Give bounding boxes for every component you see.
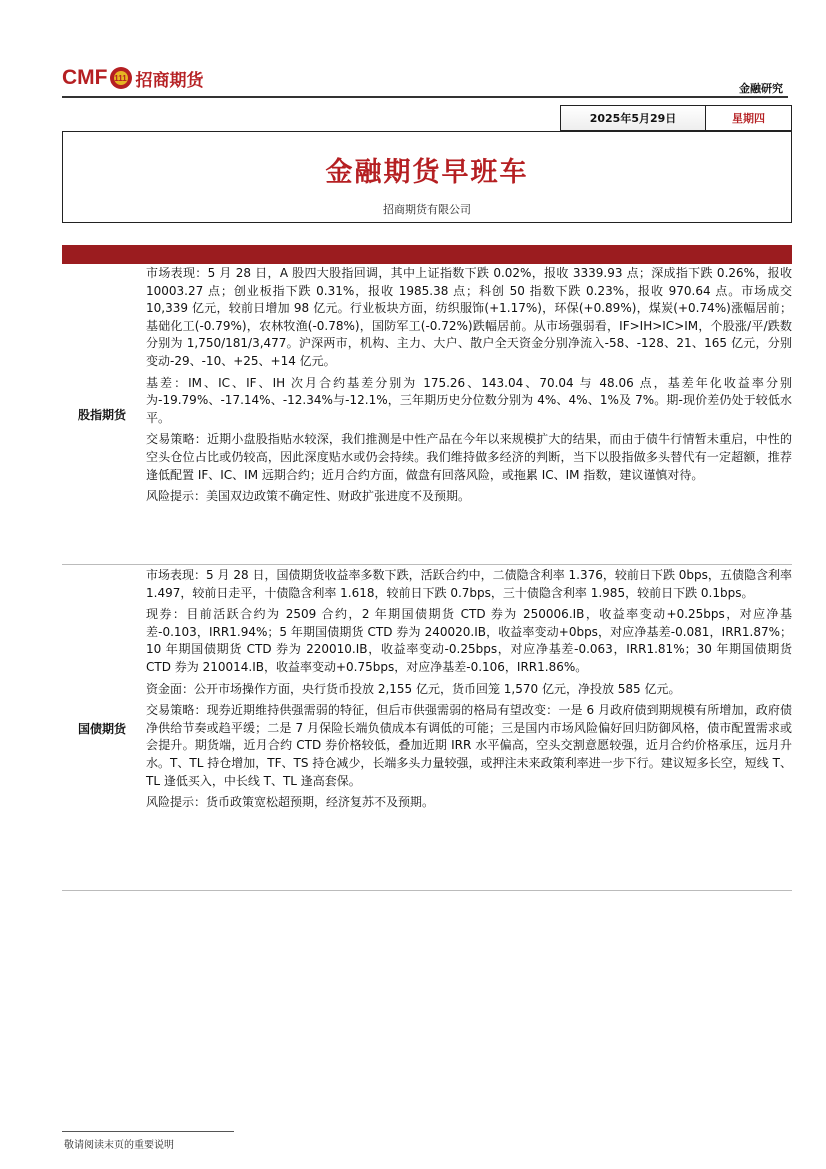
trading-strategy-paragraph: 交易策略：现券近期维持供强需弱的特征，但后市供强需弱的格局有望改变：一是 6 月政府债到期规模有所增加，政府债净供给节奏或趋平缓；二是 7 月保险长端负债成本有调低的可能；三是国内市场风险偏好回归防御风格，债市配置需求或会提升。期货端，近月合约 CTD 券价格较低，叠加近期 IRR 水平偏高，空头交割意愿较强，近月合约价格承压，远月升水。T、TL 持仓增加，TF、TS 持仓减少，长端多头力量较强，或押注未来政策利率进一步下行。建议短多长空，短线 T、TL 逢低买入，中长线 T、TL 逢高套保。	[146, 703, 792, 788]
section-header-band	[62, 245, 792, 264]
section-stock-index-futures	[62, 265, 792, 565]
logo-cmf-text: CMF	[62, 66, 108, 89]
disclaimer-note: 敬请阅读末页的重要说明	[64, 1140, 174, 1151]
header-divider	[62, 96, 788, 98]
report-weekday: 星期四	[732, 112, 765, 125]
section-body	[146, 567, 792, 816]
logo-cn-text: 招商期货	[135, 70, 204, 91]
liquidity-paragraph: 资金面：公开市场操作方面，央行货币投放 2,155 亿元，货币回笼 1,570 亿元，净投放 585 亿元。	[146, 681, 681, 696]
risk-warning-paragraph: 风险提示：货币政策宽松超预期，经济复苏不及预期。	[146, 795, 435, 810]
market-performance-paragraph: 市场表现：5 月 28 日，A 股四大股指回调，其中上证指数下跌 0.02%，报收 3339.93 点；深成指下跌 0.26%，报收 10003.27 点；创业板指下跌 0.31%，报收 1985.38 点；科创 50 指数下跌 0.23%，报收 970.64 点。市场成交 10,339 亿元，较前日增加 98 亿元。行业板块方面，纺织服饰(+1.17%)，环保(+0.89%)，煤炭(+0.74%)涨幅居前；基础化工(-0.79%)，农林牧渔(-0.78%)，国防军工(-0.72%)跌幅居前。从市场强弱看，IF>IH>IC>IM，个股涨/平/跌数分别为 1,750/181/3,477。沪深两市，机构、主力、大户、散户全天资金分别净流入-58、-128、21、165 亿元，分别变动-29、-10、+25、+14 亿元。	[146, 266, 792, 368]
department-label: 金融研究	[739, 82, 783, 95]
company-name: 招商期货有限公司	[383, 203, 471, 216]
risk-warning-paragraph: 风险提示：美国双边政策不确定性、财政扩张进度不及预期。	[146, 489, 471, 504]
section-treasury-futures	[62, 567, 792, 891]
company-logo	[62, 66, 204, 90]
trading-strategy-paragraph: 交易策略：近期小盘股指贴水较深，我们推测是中性产品在今年以来规模扩大的结果，而由于债牛行情暂未重启，中性的空头仓位占比或仍较高，因此深度贴水或仍会持续。我们维持做多经济的判断，当下以股指做多头替代有一定超额，推荐逢低配置 IF、IC、IM 远期合约；近月合约方面，做盘有回落风险，或拖累 IC、IM 指数，建议谨慎对待。	[146, 432, 792, 482]
report-title: 金融期货早班车	[325, 157, 529, 188]
footer-divider	[62, 1131, 234, 1132]
date-bar	[560, 105, 792, 131]
title-box	[62, 131, 792, 223]
section-label: 股指期货	[77, 408, 126, 422]
section-body	[146, 265, 792, 510]
market-performance-paragraph: 市场表现：5 月 28 日，国债期货收益率多数下跌，活跃合约中，二债隐含利率 1.376，较前日下跌 0bps，五债隐含利率 1.497，较前日走平，十债隐含利率 1.618，较前日下跌 0.7bps，三十债隐含利率 1.985，较前日下跌 0.1bps。	[146, 568, 792, 600]
section-label: 国债期货	[77, 722, 126, 736]
logo-badge-icon: 111	[110, 67, 132, 89]
report-date: 2025年5月29日	[561, 106, 706, 130]
cash-bonds-paragraph: 现券：目前活跃合约为 2509 合约，2 年期国债期货 CTD 券为 250006.IB，收益率变动+0.25bps，对应净基差-0.103，IRR1.94%；5 年期国债期货 CTD 券为 240020.IB，收益率变动+0bps，对应净基差-0.081，IRR1.87%；10 年期国债期货 CTD 券为 220010.IB，收益率变动-0.25bps，对应净基差-0.063，IRR1.81%；30 年期国债期货 CTD 券为 210014.IB，收益率变动+0.75bps，对应净基差-0.106，IRR1.86%。	[146, 607, 792, 674]
basis-paragraph: 基差：IM、IC、IF、IH 次月合约基差分别为 175.26、143.04、70.04 与 48.06 点，基差年化收益率分别为-19.79%、-17.14%、-12.34%与-12.1%，三年期历史分位数分别为 4%、4%、1%及 7%。期-现价差仍处于较低水平。	[146, 375, 792, 425]
